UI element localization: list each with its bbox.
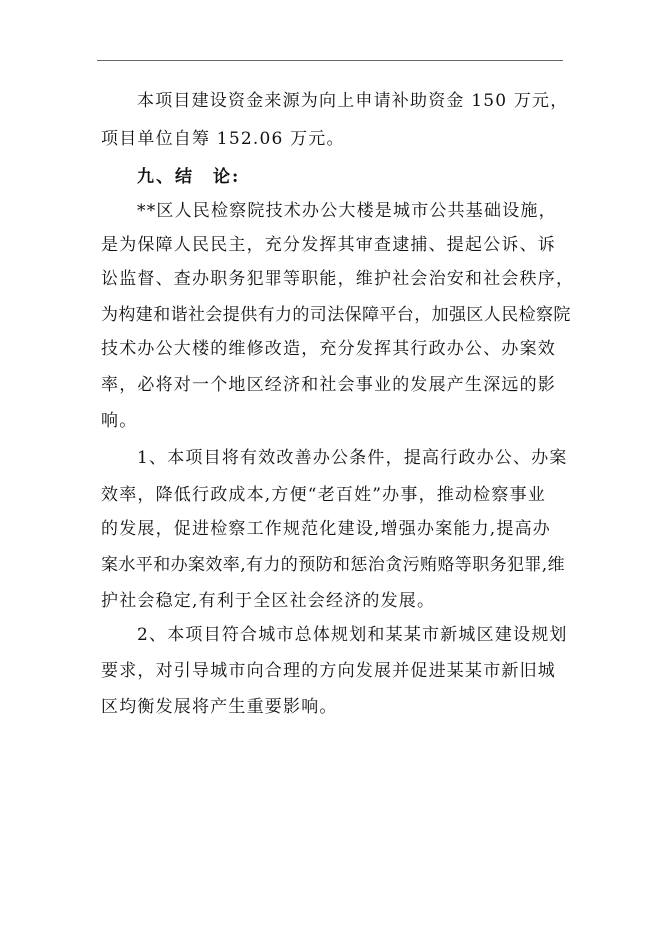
funding-line-1: 本项目建设资金来源为向上申请补助资金 150 万元， [137,91,569,111]
intro-line-5: 技术办公大楼的维修改造，充分发挥其行政办公、办案效 [101,339,556,359]
point1-line-1: 1、本项目将有效改善办公条件，提高行政办公、办案 [137,448,568,468]
header-rule [97,60,563,61]
point2-line-3: 区均衡发展将产生重要影响。 [101,697,338,717]
intro-line-7: 响。 [101,411,138,431]
point1-line-4: 案水平和办案效率,有力的预防和惩治贪污贿赂等职务犯罪,维 [101,555,566,575]
intro-line-6: 率，必将对一个地区经济和社会事业的发展产生深远的影 [101,375,556,395]
point1-line-3: 的发展，促进检察工作规范化建设,增强办案能力,提高办 [101,519,552,539]
point2-line-1: 2、本项目符合城市总体规划和某某市新城区建设规划 [137,625,568,645]
point2-line-2: 要求，对引导城市向合理的方向发展并促进某某市新旧城 [101,661,556,681]
intro-line-3: 讼监督、查办职务犯罪等职能，维护社会治安和社会秩序， [101,269,575,289]
point1-line-2: 效率，降低行政成本,方便“老百姓”办事，推动检察事业 [101,485,546,505]
section-heading: 九、结 论: [137,167,241,187]
intro-line-4: 为构建和谐社会提供有力的司法保障平台，加强区人民检察院 [101,305,571,325]
intro-line-2: 是为保障人民民主，充分发挥其审查逮捕、提起公诉、诉 [101,235,556,255]
funding-line-2: 项目单位自筹 152.06 万元。 [101,129,345,149]
intro-line-1: **区人民检察院技术办公大楼是城市公共基础设施， [137,201,557,221]
point1-line-5: 护社会稳定,有利于全区社会经济的发展。 [101,591,436,611]
